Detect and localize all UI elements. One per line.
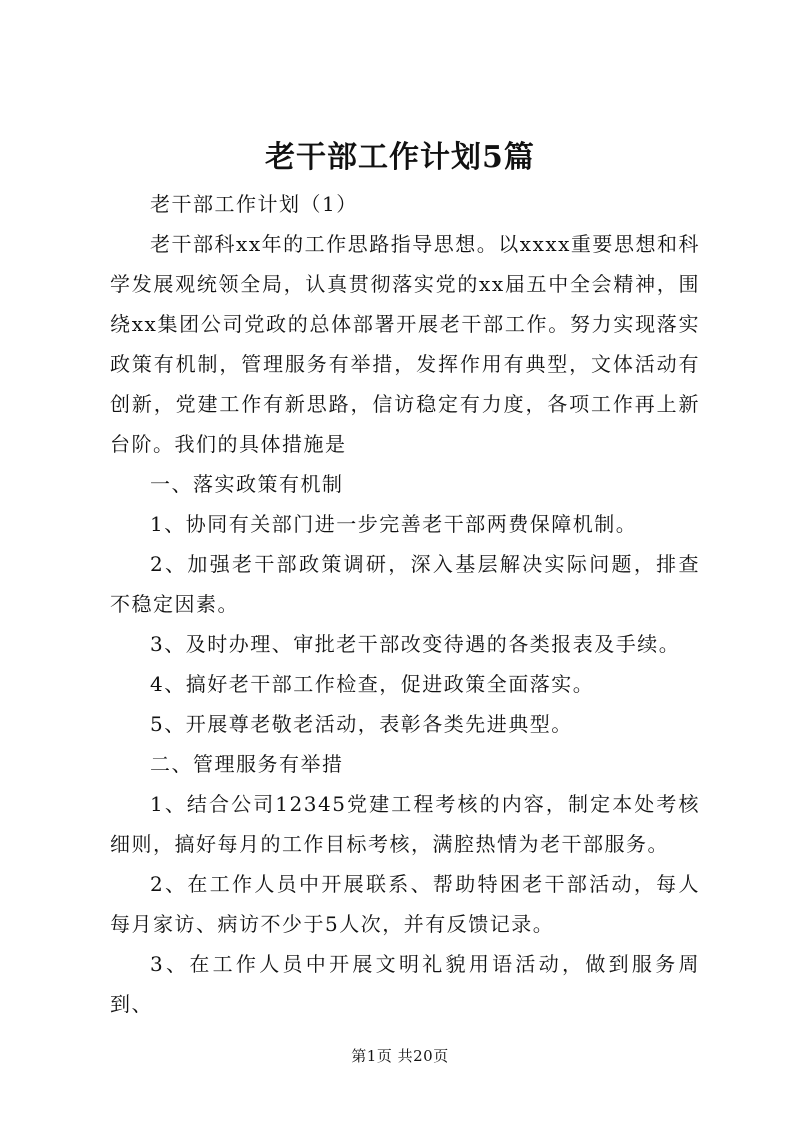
page-footer: 第1页 共20页 (351, 1047, 449, 1065)
document-title: 老干部工作计划5篇 (265, 140, 535, 175)
section-heading-plan-1: 老干部工作计划（1） (150, 192, 358, 216)
list-item-policy-3: 3、及时办理、审批老干部改变待遇的各类报表及手续。 (150, 632, 681, 656)
document-body (110, 184, 700, 1024)
section-heading-policy: 一、落实政策有机制 (150, 472, 344, 496)
paragraph-guiding-ideology: 老干部科xx年的工作思路指导思想。以xxxx重要思想和科学发展观统领全局，认真贯彻落实党的xx届五中全会精神，围绕xx集团公司党政的总体部署开展老干部工作。努力实现落实政策有机制，管理服务有举措，发挥作用有典型，文体活动有创新，党建工作有新思路，信访稳定有力度，各项工作再上新台阶。我们的具体措施是 (110, 232, 700, 456)
list-item-policy-4: 4、搞好老干部工作检查，促进政策全面落实。 (150, 672, 595, 696)
section-heading-service: 二、管理服务有举措 (150, 752, 344, 776)
list-item-policy-1: 1、协同有关部门进一步完善老干部两费保障机制。 (150, 512, 638, 536)
list-item-service-1: 1、结合公司12345党建工程考核的内容，制定本处考核细则，搞好每月的工作目标考核，满腔热情为老干部服务。 (110, 792, 700, 856)
list-item-service-2: 2、在工作人员中开展联系、帮助特困老干部活动，每人每月家访、病访不少于5人次，并有反馈记录。 (110, 872, 700, 936)
list-item-policy-2: 2、加强老干部政策调研，深入基层解决实际问题，排查不稳定因素。 (110, 552, 700, 616)
list-item-service-3: 3、在工作人员中开展文明礼貌用语活动，做到服务周到、 (110, 952, 700, 1016)
list-item-policy-5: 5、开展尊老敬老活动，表彰各类先进典型。 (150, 712, 573, 736)
